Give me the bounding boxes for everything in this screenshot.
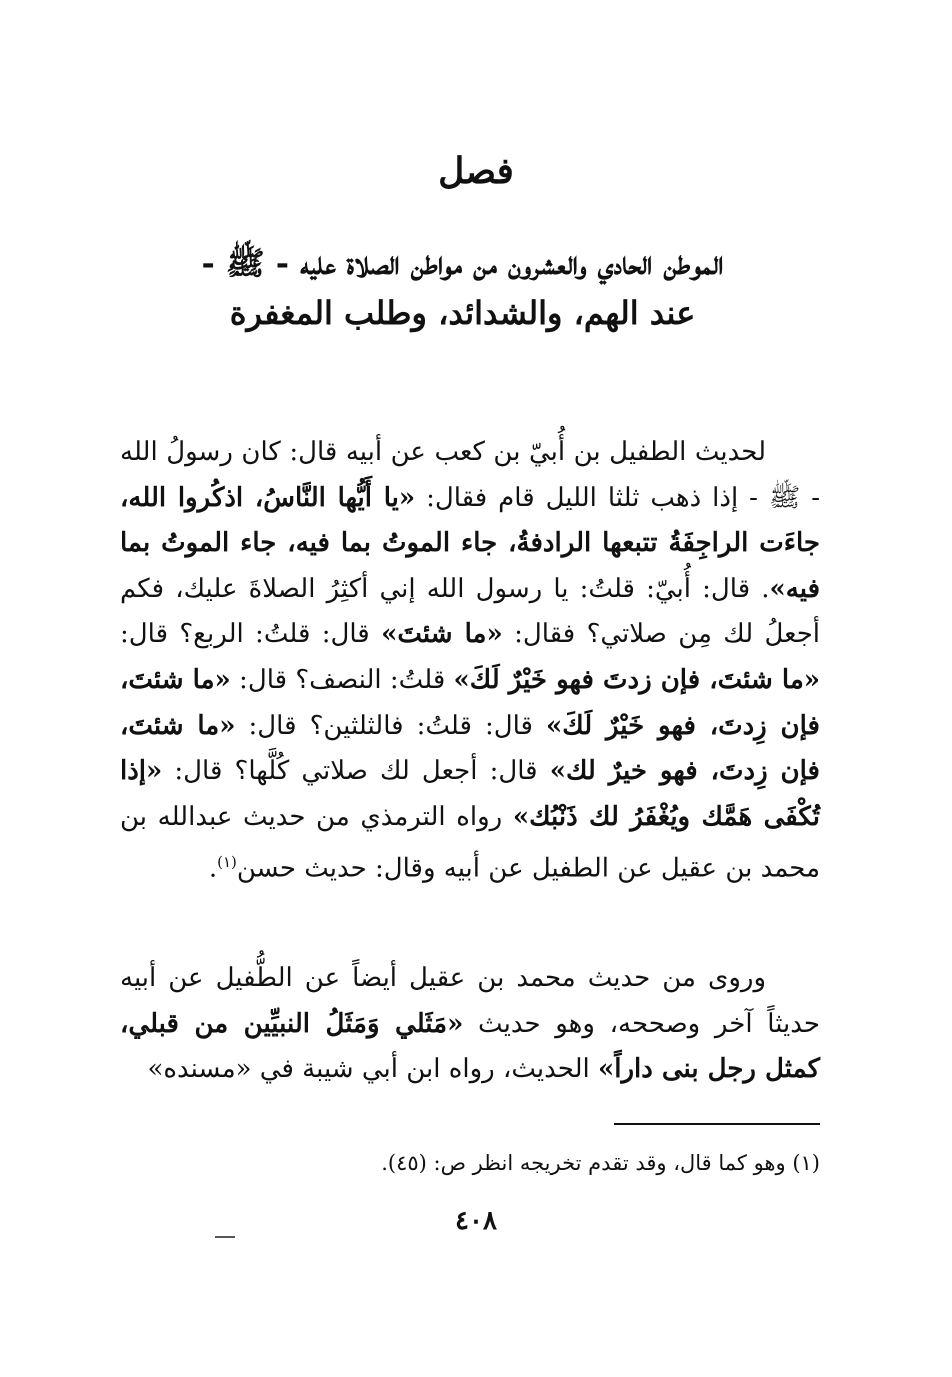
chapter-title-line-1: الموطن الحادي والعشرون من مواطن الصلاة عليه - ﷺ - xyxy=(201,244,724,282)
page-number: ٤٠٨ xyxy=(455,1206,497,1236)
text-run: قال: قلتُ: الربع؟ قال: xyxy=(120,619,382,650)
hadith-quote: «يا أَيُّها النَّاسُ، اذكُروا الله، جاءَت الراجِفَةُ تتبعها الرادفةُ، جاء الموتُ بما فيه، جاء الموتُ بما فيه» xyxy=(120,482,820,604)
body-paragraph-1 xyxy=(120,430,820,893)
hadith-quote: «إذا تُكْفَى هَمَّك ويُغْفَرُ لك ذَنْبُك» xyxy=(120,756,820,832)
text-run: الحديث، رواه ابن أبي شيبة في «مسنده» xyxy=(147,1054,598,1085)
section-title: فصل xyxy=(438,150,514,192)
body-paragraph-2 xyxy=(120,956,820,1093)
text-run: قلتُ: النصف؟ قال: xyxy=(230,664,454,695)
chapter-title xyxy=(110,238,815,338)
text-run: قال: أجعل لك صلاتي كُلَّها؟ قال: xyxy=(162,756,550,787)
hadith-quote: «مَثَلي وَمَثَلُ النبيِّين من قبلي، كمثل رجل بنى داراً» xyxy=(120,1008,820,1085)
hadith-quote: «ما شئتَ، فإن زدتَ فهو خَيْرٌ لَكَ» xyxy=(453,664,820,695)
footnote-separator xyxy=(614,1123,820,1125)
chapter-title-line-2: عند الهم، والشدائد، وطلب المغفرة xyxy=(229,294,696,332)
footnote: (١) وهو كما قال، وقد تقدم تخريجه انظر ص: (٤٥). xyxy=(381,1151,820,1175)
text-run: وروى من حديث محمد بن عقيل أيضاً عن الطُّفيل عن أبيه حديثاً آخر وصححه، وهو حديث xyxy=(120,963,820,1039)
text-run: . xyxy=(208,854,218,884)
text-run: رواه الترمذي من حديث عبدالله بن محمد بن عقيل عن الطفيل عن أبيه وقال: حديث حسن xyxy=(120,801,820,884)
text-run: . قال: أُبيّ: قلتُ: يا رسول الله إني أكثِرُ الصلاةَ عليك، فكم أجعلُ لك مِن صلاتي؟ فقال: xyxy=(120,573,820,650)
footnote-reference[interactable]: (١) xyxy=(217,853,237,872)
hadith-quote: «ما شئتَ، فإن زِدتَ، فهو خَيْرٌ لَكَ» xyxy=(120,664,820,741)
text-run: لحديث الطفيل بن أُبيّ بن كعب عن أبيه قال: كان رسولُ الله - ﷺ - إذا ذهب ثلثا الليل قام فقال: xyxy=(120,437,820,513)
scan-mark xyxy=(215,1236,235,1238)
text-run: قال: قلتُ: فالثلثين؟ قال: xyxy=(235,710,547,741)
hadith-quote: «ما شئتَ، فإن زِدتَ، فهو خيرٌ لك» xyxy=(120,710,820,787)
hadith-quote: «ما شئتَ» xyxy=(381,619,503,650)
